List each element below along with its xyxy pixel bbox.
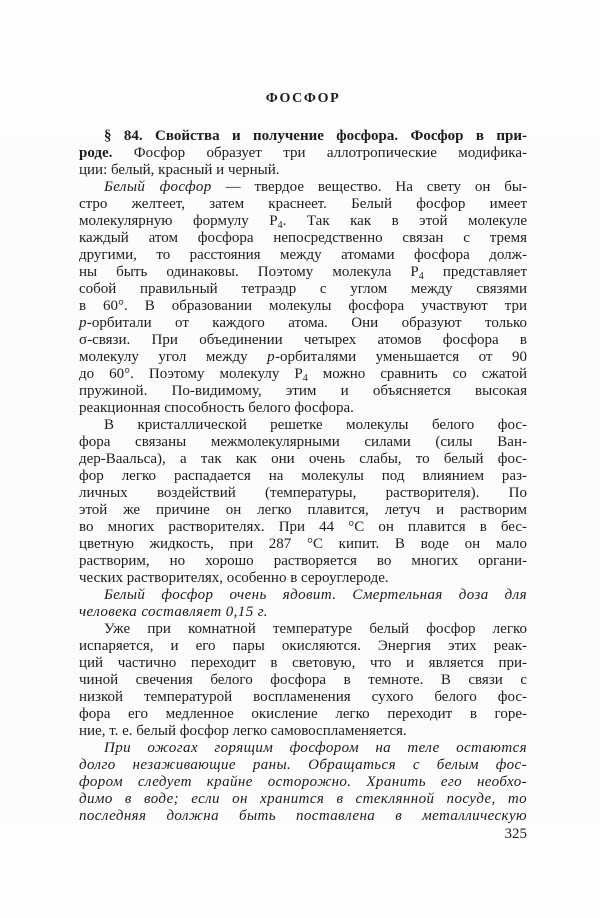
text-segment: § 84. Свойства и получение фосфора. Фосфор в при- bbox=[104, 128, 527, 144]
text-segment: человека составляет 0,15 г. bbox=[79, 604, 268, 620]
text-segment: фора связаны межмолекулярными силами (силы Ван- bbox=[79, 434, 527, 450]
text-segment: -орбиталями уменьшается от 90 bbox=[275, 349, 527, 365]
text-line bbox=[79, 451, 527, 468]
text-segment: стро желтеет, затем краснеет. Белый фосфор имеет bbox=[79, 196, 527, 212]
text-segment: димо в воде; если он хранится в стеклянной посуде, то bbox=[79, 791, 527, 807]
text-line bbox=[79, 706, 527, 723]
text-line bbox=[79, 689, 527, 706]
text-line bbox=[79, 298, 527, 315]
subscript: 4 bbox=[277, 220, 283, 231]
text-line bbox=[79, 179, 527, 196]
text-segment: Уже при комнатной температуре белый фосфор легко bbox=[104, 621, 527, 637]
text-line bbox=[79, 638, 527, 655]
text-line bbox=[79, 604, 527, 621]
text-line bbox=[79, 128, 527, 145]
text-segment: ние, т. е. белый фосфор легко самовоспламеняется. bbox=[79, 723, 407, 739]
text-line bbox=[79, 621, 527, 638]
text-segment: . Так как в этой молекуле bbox=[282, 213, 527, 229]
text-segment: ны быть одинаковы. Поэтому молекула P bbox=[79, 264, 419, 280]
text-segment: Белый фосфор очень ядовит. Смертельная доза для bbox=[104, 587, 527, 603]
text-segment: до 60°. Поэтому молекулу P bbox=[79, 366, 303, 382]
text-line bbox=[79, 791, 527, 808]
text-line bbox=[79, 281, 527, 298]
text-line bbox=[79, 587, 527, 604]
text-segment: можно сравнить со сжатой bbox=[307, 366, 527, 382]
text-line bbox=[79, 502, 527, 519]
text-line bbox=[79, 672, 527, 689]
text-line bbox=[79, 723, 527, 740]
text-segment: В кристаллической решетке молекулы белого фос- bbox=[104, 417, 527, 433]
text-segment: — твердое вещество. На свету он бы- bbox=[211, 179, 527, 195]
page-header: ФОСФОР bbox=[265, 91, 341, 106]
text-line bbox=[79, 434, 527, 451]
text-segment: последняя должна быть поставлена в металлическую bbox=[79, 808, 527, 824]
text-segment: Белый фосфор bbox=[104, 179, 212, 195]
text-segment: растворим, но хорошо растворяется во многих органи- bbox=[79, 553, 527, 569]
text-segment: другими, то расстояния между атомами фосфора долж- bbox=[79, 247, 527, 263]
text-line bbox=[79, 740, 527, 757]
text-segment: низкой температурой воспламенения сухого белого фос- bbox=[79, 689, 527, 705]
text-segment: личных воздействий (температуры, растворителя). По bbox=[79, 485, 527, 501]
text-segment: в 60°. В образовании молекулы фосфора участвуют три bbox=[79, 298, 527, 314]
text-segment: Фосфор образует три аллотропические модифика- bbox=[112, 145, 527, 161]
text-line bbox=[79, 349, 527, 366]
text-line bbox=[79, 264, 527, 281]
text-segment: σ-связи. При объединении четырех атомов фосфора в bbox=[79, 332, 527, 348]
text-line bbox=[79, 213, 527, 230]
text-line bbox=[79, 536, 527, 553]
text-line bbox=[79, 519, 527, 536]
text-segment: пружиной. По-видимому, этим и объясняется высокая bbox=[79, 383, 527, 399]
text-line bbox=[79, 468, 527, 485]
paragraph bbox=[79, 179, 527, 417]
text-segment: фором следует крайне осторожно. Хранить его необхо- bbox=[79, 774, 527, 790]
text-line bbox=[79, 553, 527, 570]
text-segment: p bbox=[267, 349, 276, 365]
text-line bbox=[79, 196, 527, 213]
subscript: 4 bbox=[302, 373, 308, 384]
text-segment: дер-Ваальса), а так как они очень слабы, то белый фос- bbox=[79, 451, 527, 467]
text-line bbox=[79, 247, 527, 264]
text-segment: молекулярную формулу P bbox=[79, 213, 278, 229]
text-segment: ческих растворителях, особенно в сероуглероде. bbox=[79, 570, 389, 586]
text-segment: p bbox=[79, 315, 87, 331]
paragraph bbox=[79, 740, 527, 825]
subscript: 4 bbox=[418, 271, 424, 282]
text-line bbox=[79, 332, 527, 349]
text-segment: чиной свечения белого фосфора в темноте. В связи с bbox=[79, 672, 527, 688]
text-segment: При ожогах горящим фосфором на теле остаются bbox=[104, 740, 527, 756]
text-segment: испаряется, и его пары окисляются. Энергия этих реак- bbox=[79, 638, 527, 654]
text-line bbox=[79, 366, 527, 383]
paragraph bbox=[79, 128, 527, 179]
text-segment: ций частично переходит в световую, что и является при- bbox=[79, 655, 527, 671]
text-segment: собой правильный тетраэдр с углом между связями bbox=[79, 281, 527, 297]
text-segment: цветную жидкость, при 287 °C кипит. В воде он мало bbox=[79, 536, 527, 552]
text-line bbox=[79, 655, 527, 672]
paragraph bbox=[79, 417, 527, 587]
text-segment: долго незаживающие раны. Обращаться с белым фос- bbox=[79, 757, 527, 773]
text-segment: фора его медленное окисление легко переходит в горе- bbox=[79, 706, 527, 722]
text-line bbox=[79, 230, 527, 247]
page-number: 325 bbox=[504, 826, 527, 842]
text-line bbox=[79, 315, 527, 332]
text-segment: представляет bbox=[423, 264, 528, 280]
text-segment: фор легко распадается на молекулы под влиянием раз- bbox=[79, 468, 527, 484]
paragraph bbox=[79, 621, 527, 740]
text-line bbox=[79, 808, 527, 825]
text-block bbox=[79, 128, 527, 825]
text-line bbox=[79, 145, 527, 162]
text-line bbox=[79, 757, 527, 774]
text-line bbox=[79, 774, 527, 791]
text-segment: каждый атом фосфора непосредственно связан с тремя bbox=[79, 230, 527, 246]
text-segment: реакционная способность белого фосфора. bbox=[79, 400, 354, 416]
text-segment: ции: белый, красный и черный. bbox=[79, 162, 280, 178]
paragraph bbox=[79, 587, 527, 621]
text-segment: этой же причине он легко плавится, летуч и растворим bbox=[79, 502, 527, 518]
text-line bbox=[79, 162, 527, 179]
text-line bbox=[79, 417, 527, 434]
text-line bbox=[79, 485, 527, 502]
text-segment: во многих растворителях. При 44 °C он плавится в бес- bbox=[79, 519, 527, 535]
text-line bbox=[79, 570, 527, 587]
text-segment: молекулу угол между bbox=[79, 349, 268, 365]
text-segment: роде. bbox=[79, 145, 113, 161]
text-line bbox=[79, 383, 527, 400]
text-line bbox=[79, 400, 527, 417]
text-segment: -орбитали от каждого атома. Они образуют только bbox=[86, 315, 527, 331]
